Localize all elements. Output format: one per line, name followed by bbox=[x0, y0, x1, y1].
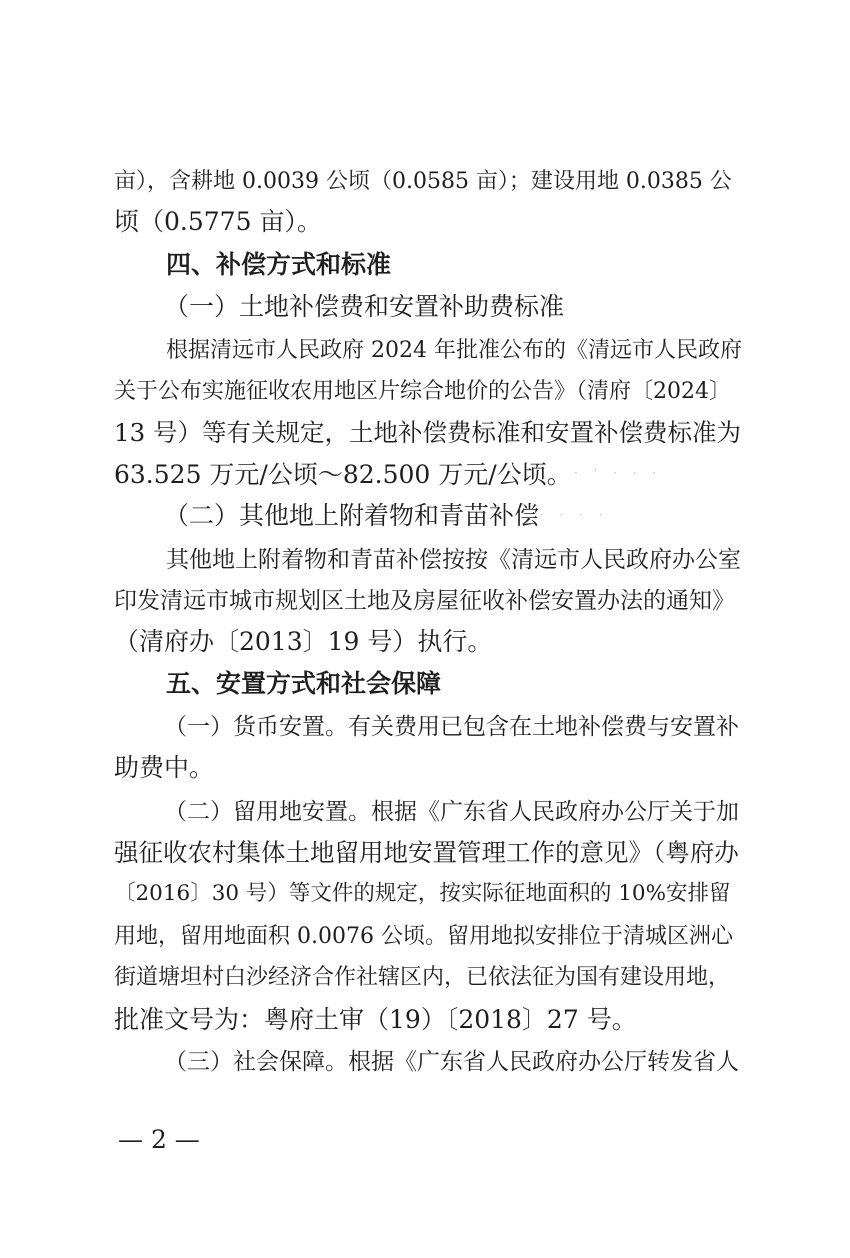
body-text-line bbox=[0, 833, 850, 873]
body-text-line-content: 用地，留用地面积 0.0076 公顷。留用地拟安排位于清城区洲心 bbox=[114, 924, 733, 949]
body-text-line bbox=[0, 162, 850, 202]
body-text-line-content: 助费中。 bbox=[114, 753, 215, 782]
subsection-heading-text: （一）土地补偿费和安置补助费标准 bbox=[164, 292, 565, 321]
body-text-line-content: 其他地上附着物和青苗补偿按按《清远市人民政府办公室 bbox=[166, 547, 741, 573]
body-text-line-content: 亩），含耕地 0.0039 公顷（0.0585 亩）；建设用地 0.0385 公 bbox=[114, 169, 732, 194]
body-text-line bbox=[0, 1042, 850, 1082]
body-text-line-content: 批准文号为：粤府土审（19）〔2018〕27 号。 bbox=[114, 1005, 637, 1034]
body-text-line bbox=[0, 455, 850, 495]
body-text-line-content: （一）货币安置。有关费用已包含在土地补偿费与安置补 bbox=[164, 714, 739, 740]
body-text-line-content: （二）留用地安置。根据《广东省人民政府办公厅关于加 bbox=[164, 799, 739, 825]
faint-stamp-mark: · · · · bbox=[540, 508, 609, 522]
body-text-line-content: 13 号）等有关规定，土地补偿费标准和安置补偿费标准为 bbox=[114, 418, 741, 447]
subsection-heading bbox=[0, 287, 850, 327]
body-text-line bbox=[0, 413, 850, 453]
body-text-line-content: 街道塘坦村白沙经济合作社辖区内，已依法征为国有建设用地， bbox=[114, 965, 731, 990]
section-heading bbox=[0, 664, 850, 704]
body-text-line-content: 顷（0.5775 亩）。 bbox=[114, 207, 322, 236]
body-text-line-content: （三）社会保障。根据《广东省人民政府办公厅转发省人 bbox=[164, 1049, 739, 1075]
body-text-line bbox=[0, 202, 850, 242]
page-number: — 2 — bbox=[118, 1125, 200, 1154]
body-text-line bbox=[0, 540, 850, 580]
body-text-line bbox=[0, 917, 850, 957]
body-text-line bbox=[0, 372, 850, 412]
subsection-heading bbox=[0, 496, 850, 536]
body-text-line-content: 关于公布实施征收农用地区片综合地价的公告》（清府〔2024〕 bbox=[114, 379, 731, 404]
faint-stamp-mark: · ‘ · · · bbox=[574, 466, 663, 480]
body-text-line-content: 印发清远市城市规划区土地及房屋征收补偿安置办法的通知》 bbox=[114, 588, 735, 614]
body-text-line-content: （清府办〔2013〕19 号）执行。 bbox=[114, 627, 493, 656]
body-text-line-content: 根据清远市人民政府 2024 年批准公布的《清远市人民政府 bbox=[166, 338, 742, 363]
section-heading-text: 五、安置方式和社会保障 bbox=[166, 669, 442, 698]
section-heading bbox=[0, 245, 850, 285]
body-text-line bbox=[0, 874, 850, 914]
body-text-line bbox=[0, 707, 850, 747]
body-text-line-content: 〔2016〕30 号）等文件的规定，按实际征地面积的 10%安排留 bbox=[114, 881, 731, 906]
body-text-line bbox=[0, 958, 850, 998]
section-heading-text: 四、补偿方式和标准 bbox=[166, 250, 392, 279]
body-text-line-content: 强征收农村集体土地留用地安置管理工作的意见》（粤府办 bbox=[114, 838, 739, 867]
body-text-line bbox=[0, 331, 850, 371]
body-text-line bbox=[0, 581, 850, 621]
body-text-line bbox=[0, 622, 850, 662]
body-text-line-content: 63.525 万元/公顷～82.500 万元/公顷。 bbox=[114, 460, 572, 489]
body-text-line bbox=[0, 792, 850, 832]
body-text-line bbox=[0, 748, 850, 788]
subsection-heading-text: （二）其他地上附着物和青苗补偿 bbox=[164, 501, 540, 530]
body-text-line bbox=[0, 1000, 850, 1040]
